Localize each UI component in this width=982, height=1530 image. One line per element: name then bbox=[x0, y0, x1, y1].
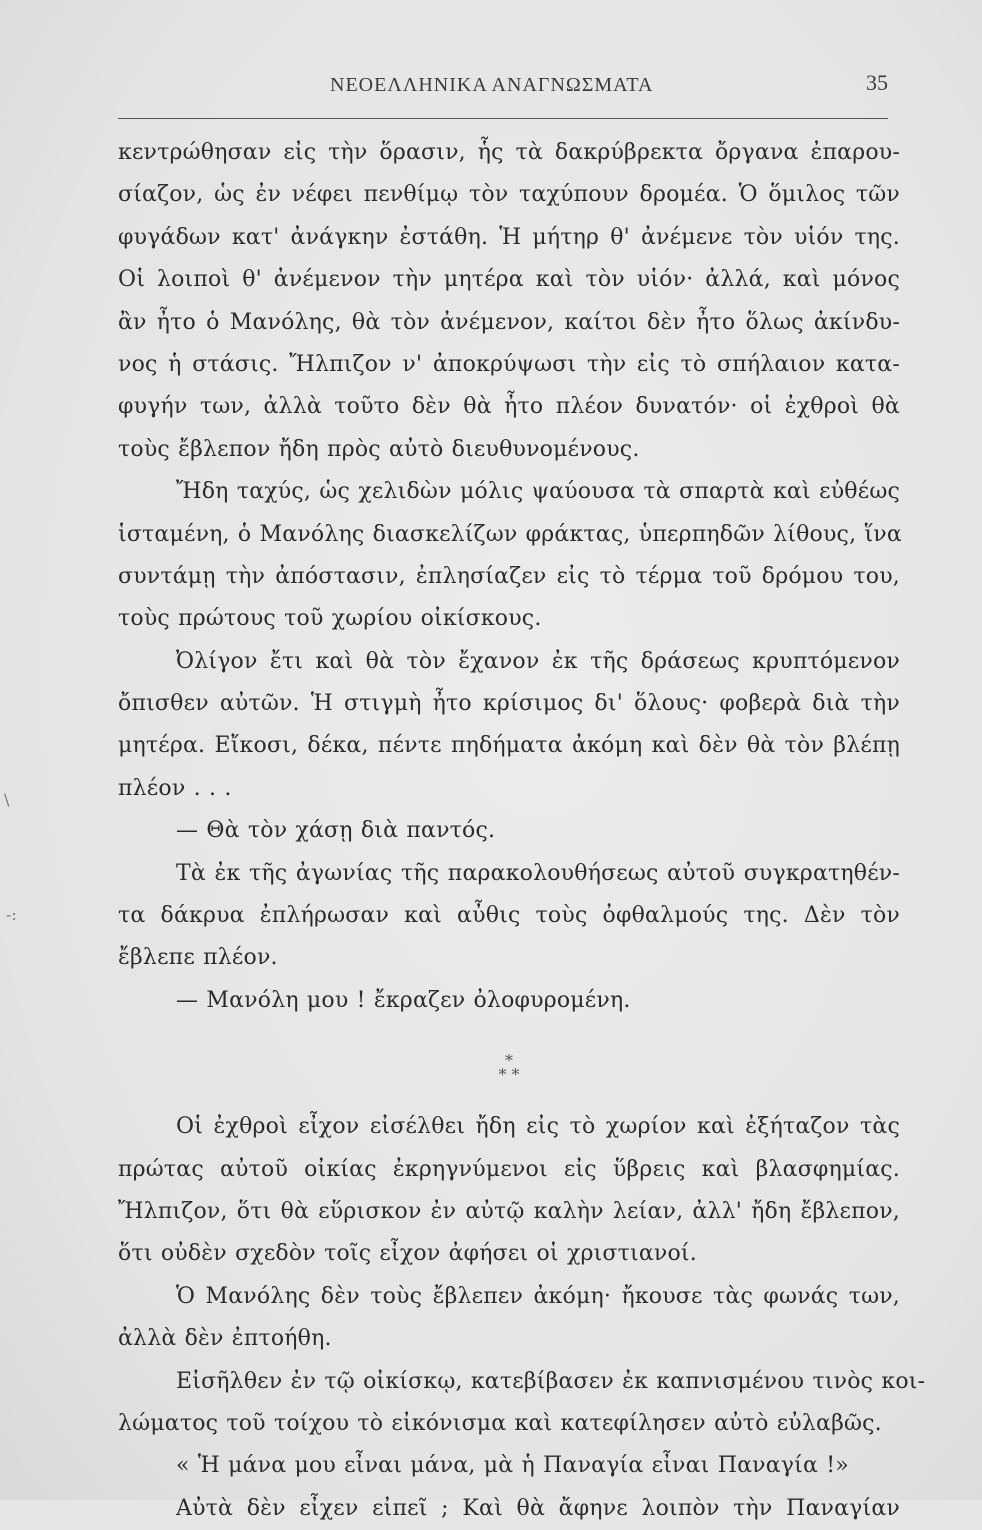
asterism-bottom: * * bbox=[498, 1065, 520, 1085]
text-line: Οἱ ἐχθροὶ εἶχον εἰσέλθει ἤδη εἰς τὸ χωρίον καὶ ἐξήταζον τὰς bbox=[176, 1114, 900, 1140]
text-line: ἂν ἦτο ὁ Μανόλης, θὰ τὸν ἀνέμενον, καίτοι δὲν ἦτο ὅλως ἀκίνδυ- bbox=[118, 309, 900, 335]
text-line: Ὀλίγον ἔτι καὶ θὰ τὸν ἔχανον ἐκ τῆς δράσεως κρυπτόμενον bbox=[176, 648, 900, 674]
text-line: τα δάκρυα ἐπλήρωσαν καὶ αὖθις τοὺς ὀφθαλμούς της. Δὲν τὸν bbox=[118, 903, 900, 929]
text-line: Εἰσῆλθεν ἐν τῷ οἰκίσκῳ, κατεβίβασεν ἐκ καπνισμένου τινὸς κοι- bbox=[176, 1368, 926, 1394]
margin-mark: -: bbox=[6, 905, 17, 924]
text-line: πλέον . . . bbox=[118, 775, 232, 801]
text-line: συντάμῃ τὴν ἀπόστασιν, ἐπλησίαζεν εἰς τὸ τέρμα τοῦ δρόμου του, bbox=[118, 563, 900, 589]
text-line: φυγήν των, ἀλλὰ τοῦτο δὲν θὰ ἦτο πλέον δυνατόν· οἱ ἐχθροὶ θὰ bbox=[118, 394, 900, 420]
dialogue-line: — Θὰ τὸν χάσῃ διὰ παντός. bbox=[176, 818, 496, 844]
text-line: Ἤδη ταχύς, ὡς χελιδὼν μόλις ψαύουσα τὰ σπαρτὰ καὶ εὐθέως bbox=[176, 479, 900, 505]
text-line: ἱσταμένη, ὁ Μανόλης διασκελίζων φράκτας, ὑπερπηδῶν λίθους, ἵνα bbox=[118, 521, 902, 547]
text-line: Ἤλπιζον, ὅτι θὰ εὕρισκον ἐν αὐτῷ καλὴν λείαν, ἀλλ' ἤδη ἔβλεπον, bbox=[118, 1198, 900, 1224]
body-text bbox=[118, 132, 926, 1530]
text-line: Οἱ λοιποὶ θ' ἀνέμενον τὴν μητέρα καὶ τὸν υἱόν· ἀλλά, καὶ μόνος bbox=[118, 267, 900, 293]
text-line: κεντρώθησαν εἰς τὴν ὅρασιν, ἧς τὰ δακρύβρεκτα ὄργανα ἐπαρου- bbox=[118, 140, 900, 165]
text-line: νος ἡ στάσις. Ἤλπιζον ν' ἀποκρύψωσι τὴν εἰς τὸ σπήλαιον κατα- bbox=[118, 351, 900, 377]
text-line: μητέρα. Εἴκοσι, δέκα, πέντε πηδήματα ἀκόμη καὶ δὲν θὰ τὸν βλέπῃ bbox=[118, 733, 900, 759]
text-line: λώματος τοῦ τοίχου τὸ εἰκόνισμα καὶ κατεφίλησεν αὐτὸ εὐλαβῶς. bbox=[118, 1410, 882, 1436]
quote-line: « Ἡ μάνα μου εἶναι μάνα, μὰ ἡ Παναγία εἶναι Παναγία !» bbox=[176, 1453, 849, 1479]
text-line: τοὺς ἔβλεπον ἤδη πρὸς αὐτὸ διευθυνομένους. bbox=[118, 436, 640, 462]
text-line: Αὐτὰ δὲν εἶχεν εἰπεῖ ; Καὶ θὰ ἄφηνε λοιπὸν τὴν Παναγίαν bbox=[176, 1495, 900, 1521]
margin-mark: \ bbox=[4, 790, 10, 809]
text-line: ὅτι οὐδὲν σχεδὸν τοῖς εἶχον ἀφήσει οἱ χριστιανοί. bbox=[118, 1241, 697, 1267]
section-break bbox=[118, 1022, 900, 1106]
text-line: ἀλλὰ δὲν ἐπτοήθη. bbox=[118, 1326, 332, 1352]
page-header bbox=[120, 68, 900, 108]
text-line: Τὰ ἐκ τῆς ἀγωνίας τῆς παρακολουθήσεως αὐτοῦ συγκρατηθέν- bbox=[176, 860, 900, 886]
header-rule bbox=[118, 118, 888, 119]
text-line: σίαζον, ὡς ἐν νέφει πενθίμῳ τὸν ταχύπουν δρομέα. Ὁ ὅμιλος τῶν bbox=[118, 182, 900, 208]
text-line: ἔβλεπε πλέον. bbox=[118, 945, 278, 971]
text-line: ὄπισθεν αὐτῶν. Ἡ στιγμὴ ἦτο κρίσιμος δι' ὅλους· φοβερὰ διὰ τὴν bbox=[118, 691, 900, 717]
dialogue-line: — Μανόλη μου ! ἔκραζεν ὀλοφυρομένη. bbox=[176, 987, 631, 1013]
text-line: τοὺς πρώτους τοῦ χωρίου οἰκίσκους. bbox=[118, 606, 542, 632]
running-title: ΝΕΟΕΛΛΗΝΙΚΑ ΑΝΑΓΝΩΣΜΑΤΑ bbox=[330, 74, 654, 96]
page-number: 35 bbox=[866, 70, 888, 95]
text-line: φυγάδων κατ' ἀνάγκην ἐστάθη. Ἡ μήτηρ θ' ἀνέμενε τὸν υἱόν της. bbox=[118, 224, 900, 250]
text-line: Ὁ Μανόλης δὲν τοὺς ἔβλεπεν ἀκόμη· ἤκουσε τὰς φωνάς των, bbox=[176, 1283, 900, 1309]
text-line: πρώτας αὐτοῦ οἰκίας ἐκρηγνύμενοι εἰς ὕβρεις καὶ βλασφημίας. bbox=[118, 1156, 900, 1182]
asterism-top: * bbox=[505, 1051, 513, 1071]
